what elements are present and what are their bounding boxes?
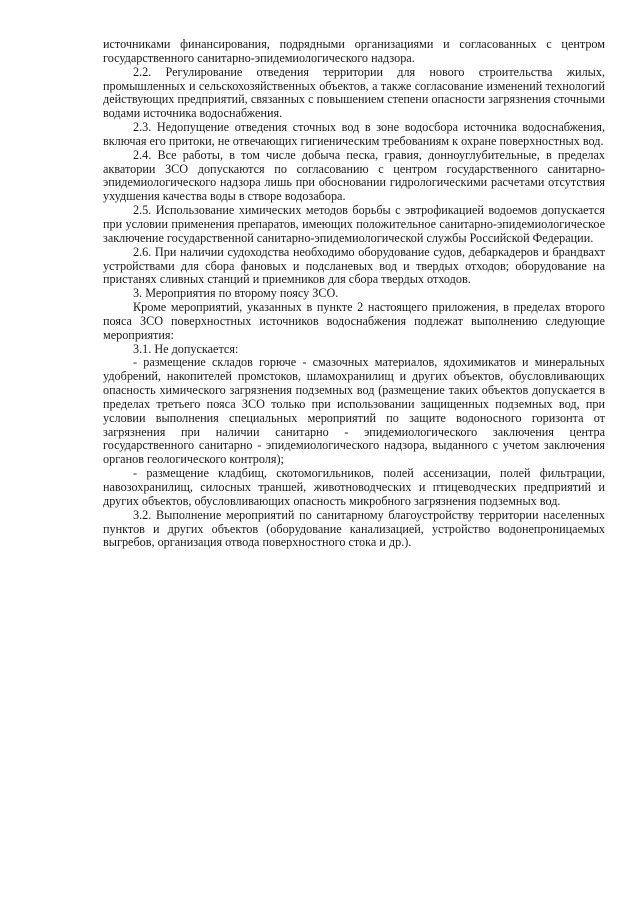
paragraph-2-3: 2.3. Недопущение отведения сточных вод в зоне водосбора источника водоснабжения, включая его притоки, не отвечающих гигиеническим требованиям к охране поверхностных вод. [103,120,605,148]
paragraph-3-1: 3.1. Не допускается: [133,341,239,356]
paragraph-continuation: источниками финансирования, подрядными организациями и согласованных с центром государственного санитарно-эпидемиологического надзора. [103,37,605,65]
paragraph-2-4: 2.4. Все работы, в том числе добыча песка, гравия, донноуглубительные, в пределах акватории ЗСО допускаются по согласованию с центром государственного санитарно-эпидемиологического надзора лишь при обосновании гидрологическими расчетами отсутствия ухудшения качества воды в створе водозабора. [103,147,605,204]
list-item-microbial: - размещение кладбищ, скотомогильников, полей ассенизации, полей фильтрации, навозохранилищ, силосных траншей, животноводческих и птицеводческих предприятий и других объектов, обусловливающих опасность микробного загрязнения подземных вод. [103,466,605,508]
document-page [103,38,605,550]
paragraph-2-2: 2.2. Регулирование отведения территории для нового строительства жилых, промышленных и сельскохозяйственных объектов, а также согласование изменений технологий действующих предприятий, связанных с повышением степени опасности загрязнения сточными водами источника водоснабжения. [103,64,605,121]
paragraph-3-2: 3.2. Выполнение мероприятий по санитарному благоустройству территории населенных пунктов и других объектов (оборудование канализацией, устройство водонепроницаемых выгребов, организация отвода поверхностного стока и др.). [103,507,605,550]
paragraph-2-5: 2.5. Использование химических методов борьбы с эвтрофикацией водоемов допускается при условии применения препаратов, имеющих положительное санитарно-эпидемиологическое заключение государственной санитарно-эпидемиологической службы Российской Федерации. [103,203,605,245]
paragraph-section-3-intro: Кроме мероприятий, указанных в пункте 2 настоящего приложения, в пределах второго пояса ЗСО поверхностных источников водоснабжения подлежат выполнению следующие мероприятия: [103,300,605,342]
section-3-heading: 3. Мероприятия по второму поясу ЗСО. [133,286,339,301]
paragraph-2-6: 2.6. При наличии судоходства необходимо оборудование судов, дебаркадеров и брандвахт устройствами для сбора фановых и подсланевых вод и твердых отходов; оборудование на пристанях сливных станций и приемников для сбора твердых отходов. [103,244,605,287]
list-item-chemical: - размещение складов горюче - смазочных материалов, ядохимикатов и минеральных удобрений, накопителей промстоков, шламохранилищ и других объектов, обусловливающих опасность химического загрязнения подземных вод (размещение таких объектов допускается в пределах третьего пояса ЗСО только при использовании защищенных подземных вод, при условии выполнения специальных мероприятий по защите водоносного горизонта от загрязнения при наличии санитарно - эпидемиологического заключения центра государственного санитарно - эпидемиологического надзора, выданного с учетом заключения органов геологического контроля); [103,355,605,467]
